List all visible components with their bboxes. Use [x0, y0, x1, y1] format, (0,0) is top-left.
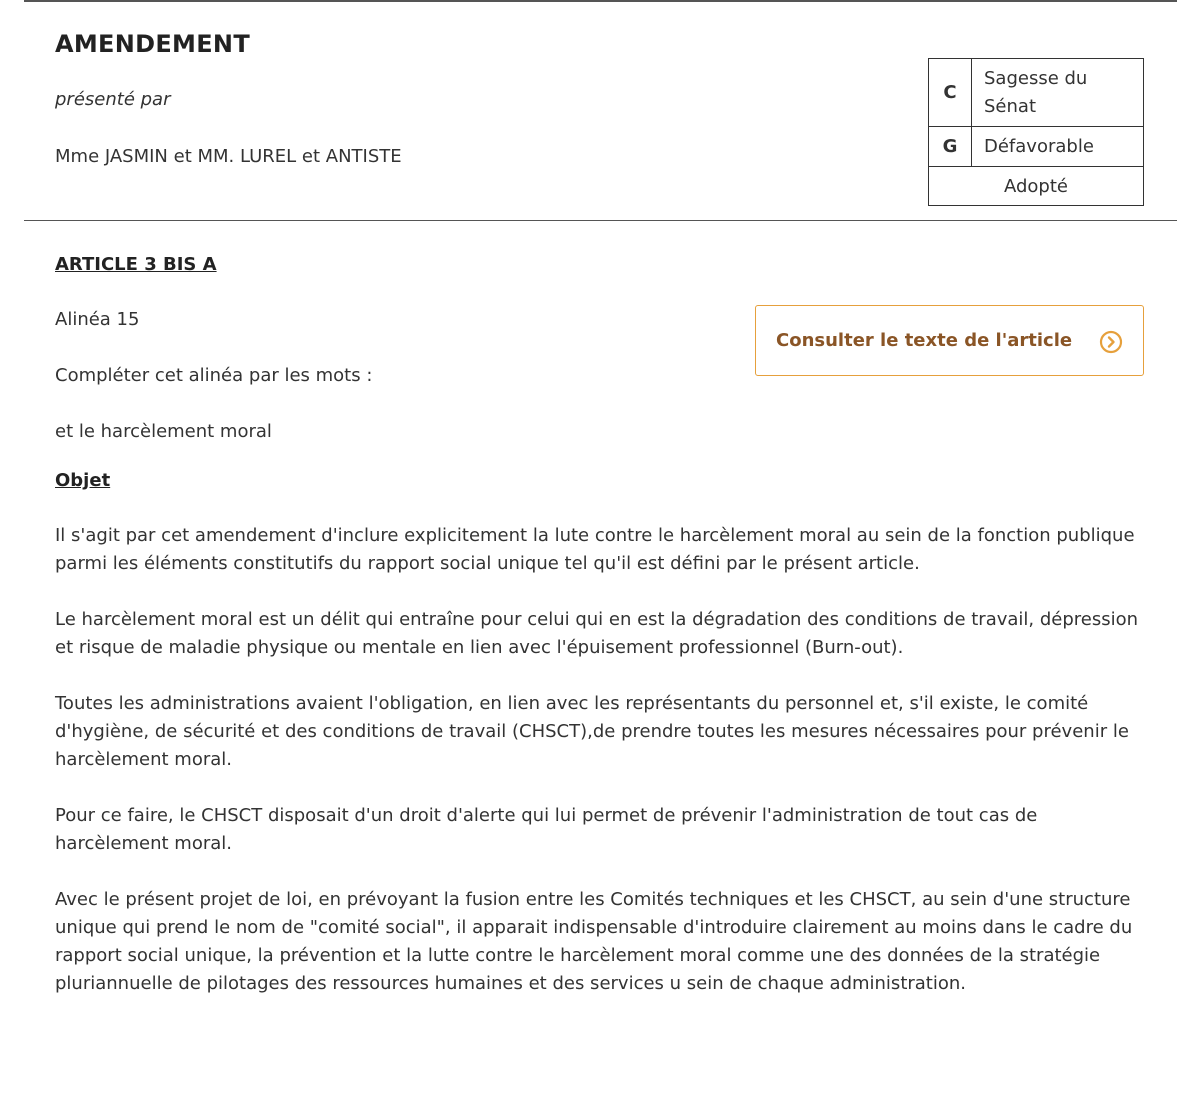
presented-by-label: présenté par	[55, 89, 171, 110]
commission-opinion-row	[929, 59, 1143, 127]
article-title: ARTICLE 3 BIS A	[55, 254, 217, 275]
government-opinion-row	[929, 127, 1143, 167]
government-key: G	[929, 127, 972, 166]
objet-paragraph: Il s'agit par cet amendement d'inclure explicitement la lute contre le harcèlement moral au sein de la fonction publique parmi les éléments constitutifs du rapport social unique tel qu'il est défini par le présent article.	[55, 525, 1135, 574]
objet-paragraph: Pour ce faire, le CHSCT disposait d'un droit d'alerte qui lui permet de prévenir l'administration de tout cas de harcèlement moral.	[55, 805, 1038, 854]
amendment-words: et le harcèlement moral	[55, 421, 272, 442]
authors: Mme JASMIN et MM. LUREL et ANTISTE	[55, 146, 402, 167]
consult-article-label: Consulter le texte de l'article	[776, 330, 1073, 351]
alinea-label: Alinéa 15	[55, 309, 140, 330]
result-row	[929, 167, 1143, 205]
section-divider	[24, 220, 1177, 221]
objet-heading: Objet	[55, 470, 111, 491]
opinion-table	[928, 58, 1144, 206]
commission-key: C	[929, 59, 972, 126]
government-opinion: Défavorable	[984, 135, 1094, 157]
objet-paragraph: Toutes les administrations avaient l'obligation, en lien avec les représentants du personnel et, s'il existe, le comité d'hygiène, de sécurité et des conditions de travail (CHSCT),de prendre toutes les mesures nécessaires pour prévenir le harcèlement moral.	[55, 693, 1129, 770]
instruction-text: Compléter cet alinéa par les mots :	[55, 365, 373, 386]
chevron-circle-right-icon	[1099, 330, 1123, 354]
commission-opinion: Sagesse du Sénat	[984, 67, 1088, 117]
page-title: AMENDEMENT	[55, 30, 250, 58]
objet-paragraph: Avec le présent projet de loi, en prévoyant la fusion entre les Comités techniques et les CHSCT, au sein d'une structure unique qui prend le nom de "comité social", il apparait indispensable d'introduire clairement au moins dans le cadre du rapport social unique, la prévention et la lutte contre le harcèlement moral comme une des données de la stratégie pluriannuelle de pilotages des ressources humaines et des services u sein de chaque administration.	[55, 889, 1133, 994]
top-divider	[24, 0, 1177, 2]
consult-article-button[interactable]	[755, 305, 1144, 376]
result-status: Adopté	[1004, 175, 1068, 197]
objet-paragraph: Le harcèlement moral est un délit qui entraîne pour celui qui en est la dégradation des conditions de travail, dépression et risque de maladie physique ou mentale en lien avec l'épuisement professionnel (Burn-out).	[55, 609, 1139, 658]
